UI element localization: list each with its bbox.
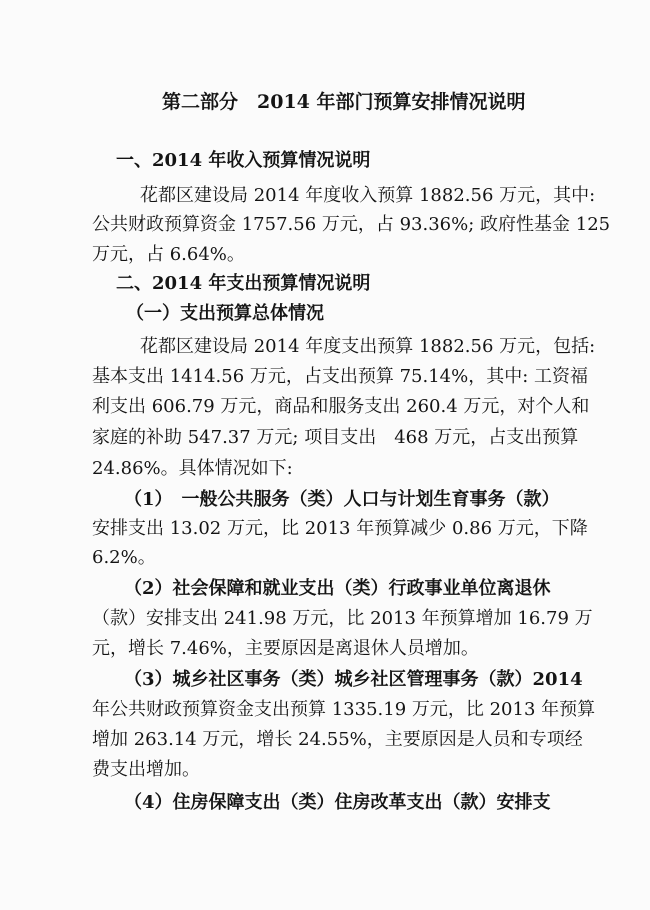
paragraph-line: 24.86%。具体情况如下: bbox=[92, 458, 293, 479]
paragraph-line: 基本支出 1414.56 万元，占支出预算 75.14%，其中: 工资福 bbox=[92, 366, 589, 387]
paragraph-line: 花都区建设局 2014 年度收入预算 1882.56 万元，其中: bbox=[140, 185, 596, 206]
heading-income: 一、2014 年收入预算情况说明 bbox=[116, 150, 371, 171]
paragraph-line: 增加 263.14 万元，增长 24.55%，主要原因是人员和专项经 bbox=[92, 729, 583, 750]
paragraph-line: 元，增长 7.46%，主要原因是离退休人员增加。 bbox=[92, 638, 479, 659]
paragraph-line: 花都区建设局 2014 年度支出预算 1882.56 万元，包括: bbox=[140, 336, 596, 357]
paragraph-line: 万元，占 6.64%。 bbox=[92, 244, 245, 265]
paragraph-line: 费支出增加。 bbox=[92, 759, 200, 780]
paragraph-line: 安排支出 13.02 万元，比 2013 年预算减少 0.86 万元，下降 bbox=[92, 518, 588, 539]
paragraph-line: 公共财政预算资金 1757.56 万元，占 93.36%; 政府性基金 125 bbox=[92, 214, 611, 235]
item-4-heading: （4）住房保障支出（类）住房改革支出（款）安排支 bbox=[124, 792, 551, 813]
paragraph-line: 年公共财政预算资金支出预算 1335.19 万元，比 2013 年预算 bbox=[92, 699, 596, 720]
item-3-heading: （3）城乡社区事务（类）城乡社区管理事务（款）2014 bbox=[124, 669, 583, 690]
paragraph-line: 家庭的补助 547.37 万元; 项目支出 468 万元，占支出预算 bbox=[92, 427, 579, 448]
paragraph-line: （款）安排支出 241.98 万元，比 2013 年预算增加 16.79 万 bbox=[92, 608, 593, 629]
paragraph-line: 利支出 606.79 万元，商品和服务支出 260.4 万元，对个人和 bbox=[92, 396, 590, 417]
subheading-overall: （一）支出预算总体情况 bbox=[126, 303, 324, 324]
item-2-heading: （2）社会保障和就业支出（类）行政事业单位离退休 bbox=[124, 578, 551, 599]
document-title: 第二部分 2014 年部门预算安排情况说明 bbox=[162, 91, 526, 113]
heading-expenditure: 二、2014 年支出预算情况说明 bbox=[116, 273, 371, 294]
paragraph-line: 6.2%。 bbox=[92, 547, 156, 568]
item-1-heading: （1） 一般公共服务（类）人口与计划生育事务（款） bbox=[124, 489, 560, 510]
